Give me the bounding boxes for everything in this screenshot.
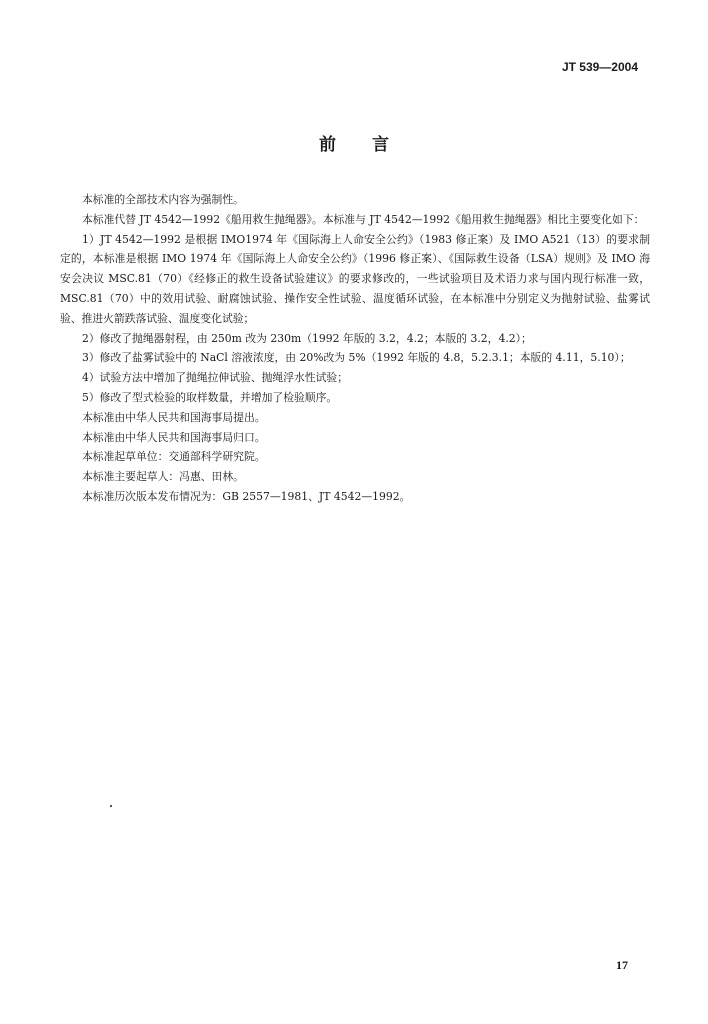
scan-speck: [110, 805, 112, 807]
paragraph-change-2: 2）修改了抛绳器射程，由 250m 改为 230m（1992 年版的 3.2，4.2；本版的 3.2，4.2）；: [82, 331, 532, 345]
foreword-body: [60, 190, 650, 507]
paragraph-change-3: 3）修改了盐雾试验中的 NaCl 溶液浓度，由 20%改为 5%（1992 年版的 4.8，5.2.3.1；本版的 4.11，5.10）；: [82, 351, 631, 365]
paragraph-change-5: 5）修改了型式检验的取样数量，并增加了检验顺序。: [82, 390, 338, 404]
paragraph-managed-by: 本标准由中华人民共和国海事局归口。: [82, 430, 266, 444]
paragraph-drafting-unit: 本标准起草单位：交通部科学研究院。: [82, 450, 266, 464]
paragraph-proposed-by: 本标准由中华人民共和国海事局提出。: [82, 410, 266, 424]
paragraph-mandatory: 本标准的全部技术内容为强制性。: [82, 193, 244, 206]
paragraph-change-1: 1）JT 4542—1992 是根据 IMO1974 年《国际海上人命安全公约》（1983 修正案）及 IMO A521（13）的要求制定的，本标准是根据 IMO 1974 年《国际海上人命安全公约》（1996 修正案）、《国际救生设备（LSA）规则》及 IMO 海安会决议 MSC.81（70）《经修正的救生设备试验建议》的要求修改的，一些试验项目及术语力求与国内现行标准一致，MSC.81（70）中的效用试验、耐腐蚀试验、操作安全性试验、温度循环试验，在本标准中分别定义为抛射试验、盐雾试验、推进火箭跌落试验、温度变化试验；: [60, 232, 650, 325]
page-title: 前言: [319, 135, 425, 155]
paragraph-replacement: 本标准代替 JT 4542—1992《船用救生抛绳器》。本标准与 JT 4542—1992《船用救生抛绳器》相比主要变化如下：: [82, 212, 645, 226]
paragraph-change-4: 4）试验方法中增加了抛绳拉伸试验、抛绳浮水性试验；: [82, 371, 348, 385]
paragraph-edition-history: 本标准历次版本发布情况为：GB 2557—1981、JT 4542—1992。: [82, 489, 411, 503]
page-number: 17: [616, 958, 628, 972]
paragraph-drafters: 本标准主要起草人：冯惠、田林。: [82, 470, 244, 484]
standard-code: JT 539—2004: [561, 60, 638, 74]
